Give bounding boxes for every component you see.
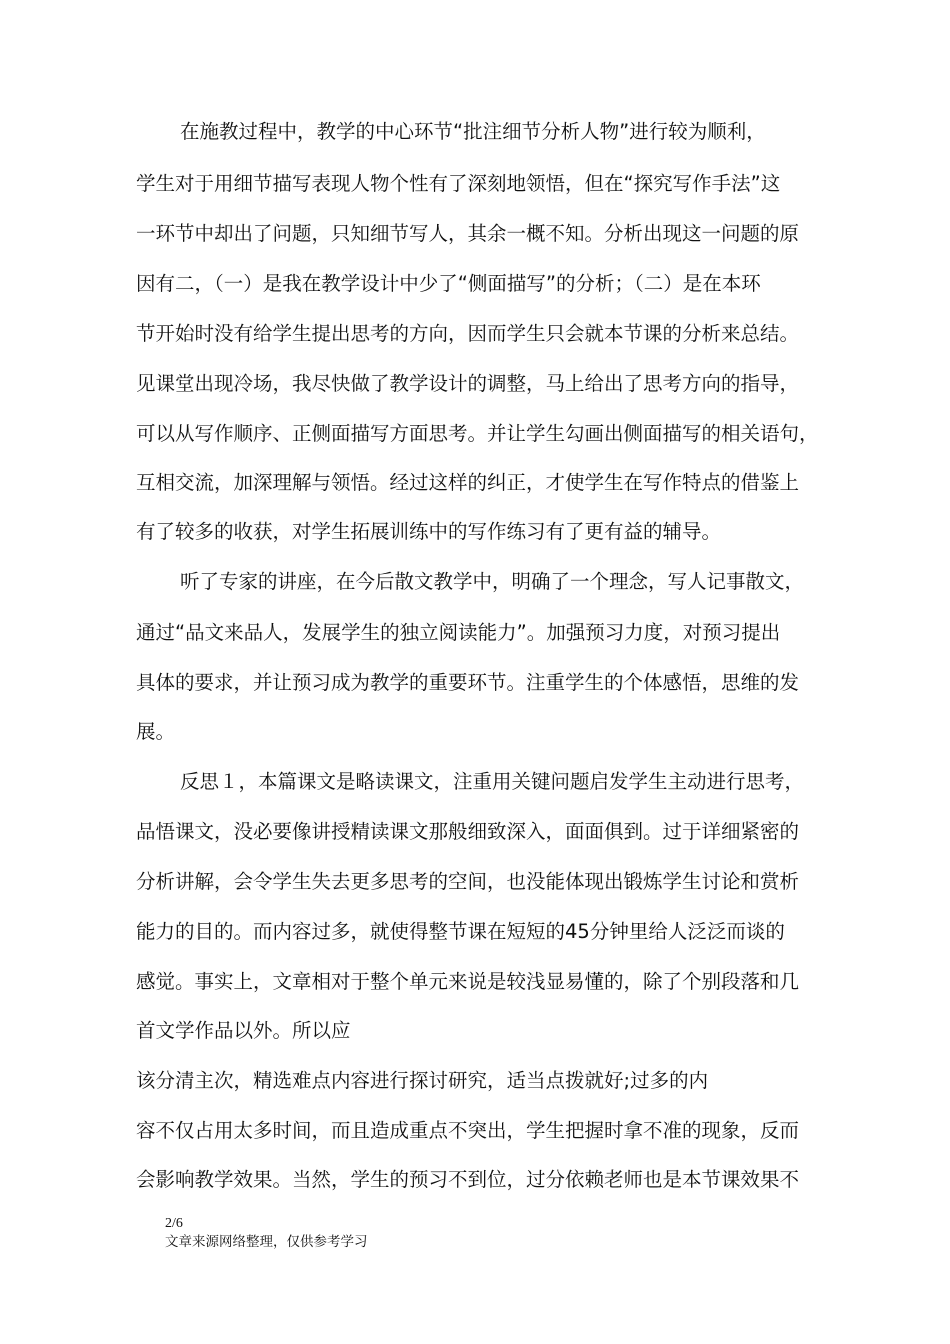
text-line: 见课堂出现冷场，我尽快做了教学设计的调整，马上给出了思考方向的指导，: [136, 372, 800, 395]
text-line: 反思１，本篇课文是略读课文，注重用关键问题启发学生主动进行思考，: [180, 770, 805, 793]
text-line: 听了专家的讲座，在今后散文教学中，明确了一个理念，写人记事散文，: [180, 570, 805, 593]
text-line: 能力的目的。而内容过多，就使得整节课在短短的45分钟里给人泛泛而谈的: [136, 920, 785, 943]
text-line: 节开始时没有给学生提出思考的方向，因而学生只会就本节课的分析来总结。: [136, 322, 800, 345]
text-line: 该分清主次，精选难点内容进行探讨研究，适当点拨就好;过多的内: [136, 1069, 709, 1092]
text-line: 展。: [136, 720, 176, 743]
text-line: 在施教过程中，教学的中心环节“批注细节分析人物”进行较为顺利，: [180, 120, 766, 143]
footer-note: 文章来源网络整理，仅供参考学习: [165, 1234, 368, 1250]
text-line: 品悟课文，没必要像讲授精读课文那般细致深入，面面俱到。过于详细紧密的: [136, 820, 800, 843]
text-line: 互相交流，加深理解与领悟。经过这样的纠正，才使学生在写作特点的借鉴上: [136, 471, 800, 494]
text-line: 学生对于用细节描写表现人物个性有了深刻地领悟，但在“探究写作手法”这: [136, 172, 781, 195]
text-line: 会影响教学效果。当然，学生的预习不到位，过分依赖老师也是本节课效果不: [136, 1168, 800, 1191]
text-line: 具体的要求，并让预习成为教学的重要环节。注重学生的个体感悟，思维的发: [136, 671, 800, 694]
text-line: 通过“品文来品人，发展学生的独立阅读能力”。加强预习力度，对预习提出: [136, 621, 781, 644]
text-line: 因有二，（一）是我在教学设计中少了“侧面描写”的分析；（二）是在本环: [136, 272, 761, 295]
text-line: 首文学作品以外。所以应: [136, 1019, 351, 1042]
text-line: 容不仅占用太多时间，而且造成重点不突出，学生把握时拿不准的现象，反而: [136, 1119, 800, 1142]
page-number: 2/6: [165, 1216, 183, 1231]
text-line: 可以从写作顺序、正侧面描写方面思考。并让学生勾画出侧面描写的相关语句，: [136, 422, 819, 445]
text-line: 感觉。事实上，文章相对于整个单元来说是较浅显易懂的，除了个别段落和几: [136, 970, 800, 993]
text-line: 分析讲解，会令学生失去更多思考的空间，也没能体现出锻炼学生讨论和赏析: [136, 870, 800, 893]
text-line: 有了较多的收获，对学生拓展训练中的写作练习有了更有益的辅导。: [136, 520, 722, 543]
text-line: 一环节中却出了问题，只知细节写人，其余一概不知。分析出现这一问题的原: [136, 222, 800, 245]
